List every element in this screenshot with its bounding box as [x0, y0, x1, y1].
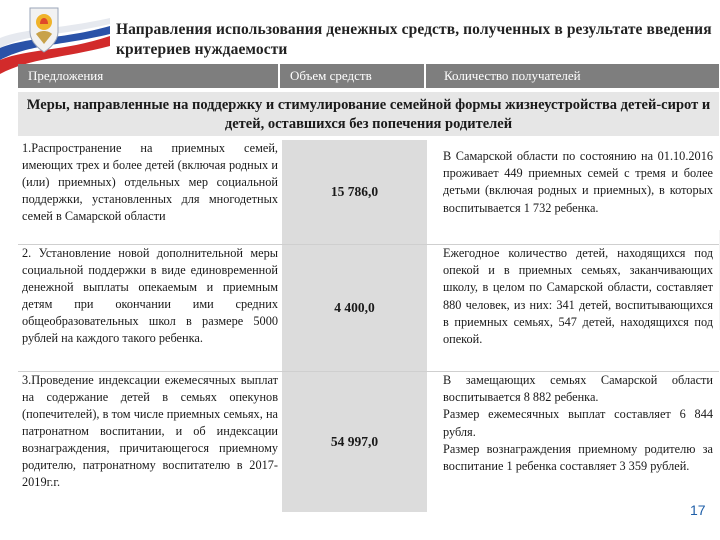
proposal-cell: 3.Проведение индексации ежемесячных выплат на содержание детей в семьях опекунов (попечителей), в том числе приемных семьях, на патронатном воспитании, и об индексации вознаграждения, причитающегося приемному родителю, патронатному воспитателю в 2017-2019г.г. [18, 372, 280, 512]
header-proposals: Предложения [18, 64, 280, 88]
table-row [18, 372, 719, 512]
header-recipients: Количество получателей [444, 68, 581, 83]
recipients-cell [429, 372, 719, 512]
table-row [18, 140, 719, 244]
amount-cell: 54 997,0 [280, 372, 429, 512]
proposal-cell: 1.Распространение на приемных семей, имеющих трех и более детей (включая родных и (или) приемных) отдельных мер социальной поддержки, установленных для многодетных семей в Самарской области [18, 140, 280, 244]
recipients-cell: В Самарской области по состоянию на 01.10.2016 проживает 449 приемных семей с тремя и более детьми (включая родных и приемных), в которых воспитывается 1 732 ребенка. [429, 140, 719, 244]
table-row [18, 245, 719, 371]
header-amount: Объем средств [280, 64, 426, 88]
recipients-line: Размер вознаграждения приемному родителю за воспитание 1 ребенка составляет 3 359 рублей. [443, 441, 713, 474]
recipients-cell: Ежегодное количество детей, находящихся под опекой и в приемных семьях, заканчивающих школу, в целом по Самарской области, составляет 880 человек, из них: 341 детей, воспитывающихся в приемных семьях, 547 детей, находящихся под опекой. [429, 245, 719, 371]
page-number: 17 [690, 502, 706, 518]
page-title: Направления использования денежных средств, полученных в результате введения критериев нуждаемости [116, 21, 712, 58]
recipients-line: Размер ежемесячных выплат составляет 6 844 рубля. [443, 407, 713, 439]
amount-cell: 15 786,0 [280, 140, 429, 244]
recipients-line: В замещающих семьях Самарской области воспитывается 8 882 ребенка. [443, 373, 713, 405]
table-header [18, 64, 719, 88]
proposal-cell: 2. Установление новой дополнительной меры социальной поддержки в виде единовременной денежной выплаты опекаемым и приемным детям при окончании ими средних общеобразовательных школ в размере 5000 рублей на каждого такого ребенка. [18, 245, 280, 371]
section-heading: Меры, направленные на поддержку и стимулирование семейной формы жизнеустройства детей-сирот и детей, оставшихся без попечения родителей [18, 92, 719, 136]
amount-cell: 4 400,0 [280, 245, 429, 371]
